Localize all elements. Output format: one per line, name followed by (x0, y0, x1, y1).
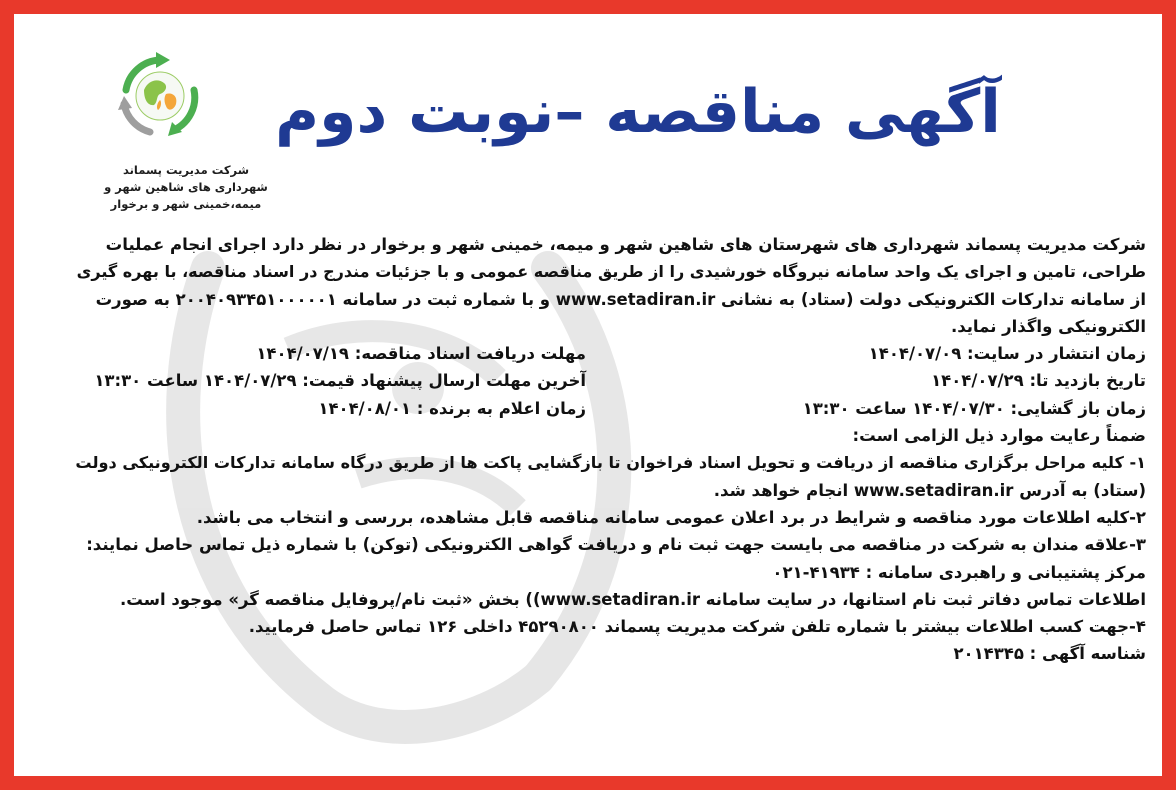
announcement-text (64, 231, 1146, 668)
intro-line: الکترونیکی واگذار نماید. (950, 316, 1146, 336)
ad-id: شناسه آگهی : ۲۰۱۴۳۴۵ (953, 644, 1146, 664)
company-name-line: شهرداری های شاهین شهر و (104, 180, 268, 194)
company-name (86, 162, 286, 213)
intro-line: شرکت مدیریت پسماند شهرداری های شهرستان های شاهین شهر و میمه، خمینی شهر و برخوار در نظر دارد اجرای انجام عملیات (105, 235, 1146, 254)
support-contact: مرکز پشتیبانی و راهبردی سامانه : ۴۱۹۳۴-۰۲۱ (772, 562, 1146, 582)
schedule-item: زمان اعلام به برنده : ۱۴۰۴/۰۸/۰۱ (318, 398, 586, 418)
conditions-intro: ضمناً رعایت موارد ذیل الزامی است: (852, 426, 1146, 446)
condition-line: ۱- کلیه مراحل برگزاری مناقصه از دریافت و تحویل اسناد فراخوان تا بازگشایی پاکت ها از طریق درگاه سامانه تدارکات الکترونیکی دولت (75, 453, 1146, 473)
condition-line: (ستاد) به آدرس www.setadiran.ir انجام خواهد شد. (713, 480, 1146, 500)
company-name-line: میمه،خمینی شهر و برخوار (110, 197, 262, 211)
announcement-body (28, 28, 1176, 790)
intro-line: طراحی، تامین و اجرای یک واحد سامانه نیروگاه خورشیدی را از طریق مناقصه عمومی و با جزئیات مندرج در اسناد مناقصه، با بهره گیری (76, 262, 1146, 282)
schedule-item: مهلت دریافت اسناد مناقصه: ۱۴۰۴/۰۷/۱۹ (256, 344, 586, 364)
schedule-row (64, 340, 1146, 367)
schedule-item: تاریخ بازدید تا: ۱۴۰۴/۰۷/۲۹ (931, 371, 1146, 391)
schedule-item: زمان انتشار در سایت: ۱۴۰۴/۰۷/۰۹ (868, 344, 1146, 364)
condition-line: اطلاعات تماس دفاتر ثبت نام استانها، در سایت سامانه www.setadiran.ir)) بخش «ثبت نام/پروفایل مناقصه گر» موجود است. (119, 589, 1146, 609)
recycle-globe-icon (114, 50, 206, 142)
company-name-line: شرکت مدیریت پسماند (122, 163, 250, 177)
schedule-item: آخرین مهلت ارسال پیشنهاد قیمت: ۱۴۰۴/۰۷/۲۹ ساعت ۱۳:۳۰ (94, 371, 586, 391)
page-title: آگهی مناقصه –نوبت دوم (275, 77, 1001, 147)
schedule-row (64, 395, 1146, 422)
company-logo (86, 50, 286, 220)
schedule-row (64, 367, 1146, 394)
condition-line: ۴-جهت کسب اطلاعات بیشتر با شماره تلفن شرکت مدیریت پسماند ۴۵۲۹۰۸۰۰ داخلی ۱۲۶ تماس حاصل فرمایید. (248, 617, 1146, 637)
condition-line: ۲-کلیه اطلاعات مورد مناقصه و شرایط در برد اعلان عمومی سامانه مناقصه قابل مشاهده، بررسی و انتخاب می باشد. (196, 507, 1146, 527)
condition-line: ۳-علاقه مندان به شرکت در مناقصه می بایست جهت ثبت نام و دریافت گواهی الکترونیکی (توکن) با شماره ذیل تماس حاصل نمایند: (86, 535, 1146, 555)
schedule-item: زمان باز گشایی: ۱۴۰۴/۰۷/۳۰ ساعت ۱۳:۳۰ (802, 398, 1146, 418)
intro-line: از سامانه تدارکات الکترونیکی دولت (ستاد) به نشانی www.setadiran.ir و با شماره ثبت در سامانه ۲۰۰۴۰۹۳۴۵۱۰۰۰۰۰۱ به صورت (95, 289, 1146, 309)
